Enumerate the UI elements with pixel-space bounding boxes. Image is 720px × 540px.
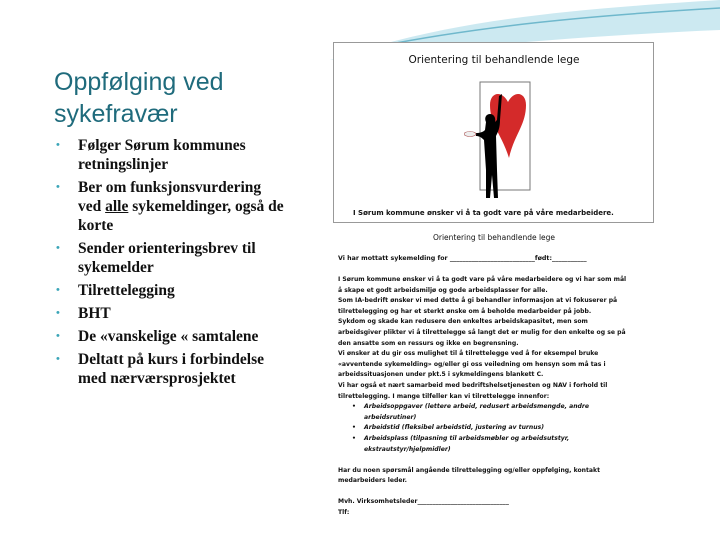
letter-list-item: • Arbeidstid (fleksibel arbeidstid, justering av turnus) [352, 424, 545, 432]
slide-title: Oppfølging ved sykefravær [54, 68, 224, 128]
letter-list-item: • Arbeidsoppgaver (lettere arbeid, redusert arbeidsmengde, andre [352, 403, 590, 411]
letter-list-item: • Arbeidsplass (tilpasning til arbeidsmøbler og arbeidsutstyr, [352, 434, 570, 442]
letter-line: Har du noen spørsmål angående tilrettelegging og/eller oppfølging, kontakt [338, 466, 600, 474]
bullet-text: sykemeldinger, også de korte [78, 198, 284, 234]
letter-line: tilrettelegging og har et sterkt ønske om å beholde medarbeider på jobb. [338, 307, 592, 315]
letter-subheading: Orientering til behandlende lege [432, 233, 556, 242]
bullet-text: Sender orienteringsbrev til sykemelder [78, 240, 256, 276]
letter-list-text: Arbeidsplass (tilpasning til arbeidsmøbler og arbeidsutstyr, [364, 434, 570, 442]
letter-line: den ansatte som en ressurs og ikke en begrensning. [338, 339, 519, 347]
letter-line: Vi ønsker at du gir oss mulighet til å tilrettelegge ved å for eksempel bruke [338, 350, 599, 358]
bullet-list [54, 136, 284, 392]
phone-line: Tlf: [338, 509, 350, 517]
bullet-underlined-text: alle [105, 198, 129, 215]
letter-line: arbeidssituasjonen under pkt.5 i sykmeldingens blankett C. [338, 371, 544, 379]
bullet-text: Følger Sørum kommunes retningslinjer [78, 137, 246, 173]
letter-list-text: arbeidsrutiner) [364, 413, 417, 421]
bullet-text: Deltatt på kurs i forbindelse med nærværsprosjektet [78, 351, 264, 387]
bullet-item [54, 304, 284, 323]
bullet-text: Ber om funksjonsvurdering ved [78, 179, 262, 215]
bullet-text: BHT [78, 305, 111, 322]
letter-line: I Sørum kommune ønsker vi å ta godt vare på våre medarbeidere og vi har som mål [338, 276, 627, 283]
bullet-icon: • [56, 139, 60, 151]
signature-line: Mvh. Virksomhetsleder______________________________ [338, 498, 509, 506]
bullet-text: De «vanskelige « samtalene [78, 328, 259, 345]
letter-heading: Orientering til behandlende lege [408, 54, 580, 66]
letter-line: Som IA-bedrift ønsker vi med dette å gi behandler informasjon at vi fokuserer på [338, 297, 618, 305]
painter-heart-illustration [464, 80, 534, 202]
letter-image [333, 42, 655, 540]
letter-list-text: Arbeidstid (fleksibel arbeidstid, justering av turnus) [364, 424, 545, 432]
bullet-icon: • [56, 181, 60, 193]
bullet-icon: • [56, 307, 60, 319]
letter-line: tilrettelegging. I mange tilfeller kan vi tilrettelegge innenfor: [338, 392, 550, 400]
letter-line: arbeidsgiver plikter vi å tilrettelegge så langt det er mulig for den enkelte og se på [338, 328, 626, 336]
bullet-item [54, 281, 284, 300]
bullet-item [54, 178, 284, 235]
letter-line: Sykdom og skade kan redusere den enkeltes arbeidskapasitet, men som [338, 318, 588, 326]
bullet-icon: • [56, 284, 60, 296]
letter-line: å skape et godt arbeidsmiljø og gode arbeidsplasser for alle. [338, 286, 548, 294]
bullet-icon: • [56, 330, 60, 342]
letter-line: medarbeiders leder. [338, 477, 407, 485]
letter-list-text: ekstrautstyr/hjelpmidler) [364, 445, 451, 453]
letter-body [338, 275, 653, 519]
bullet-icon: • [56, 242, 60, 254]
bullet-item [54, 327, 284, 346]
letter-line: «avventende sykemelding» og/eller gi oss veiledning om hensyn som må tas i [338, 360, 606, 368]
bullet-text: Tilrettelegging [78, 282, 175, 299]
received-line: Vi har mottatt sykemelding for ___________________________født:___________ [338, 255, 587, 262]
bullet-item [54, 239, 284, 277]
letter-list-text: Arbeidsoppgaver (lettere arbeid, redusert arbeidsmengde, andre [364, 403, 590, 411]
letter-line: Vi har også et nært samarbeid med bedriftshelsetjenesten og NAV i forhold til [338, 381, 608, 389]
letter-box-caption: I Sørum kommune ønsker vi å ta godt vare på våre medarbeidere. [353, 209, 614, 217]
bullet-item [54, 136, 284, 174]
bullet-item [54, 350, 284, 388]
bullet-icon: • [56, 353, 60, 365]
